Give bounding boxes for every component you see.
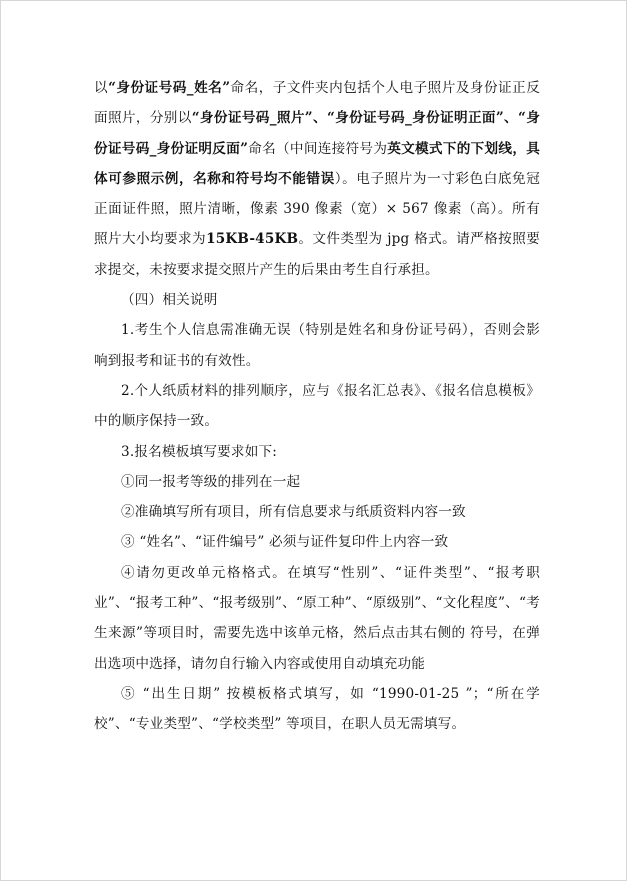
sub-item-3: ③ “姓名”、“证件编号” 必须与证件复印件上内容一致	[121, 534, 449, 551]
text-run: 命名（中间连接符号为	[248, 140, 388, 157]
sub-item-1: ①同一报考等级的排列在一起	[121, 473, 301, 490]
item-3: 3.报名模板填写要求如下:	[121, 443, 278, 460]
document-body	[94, 73, 540, 740]
item-2: 2.个人纸质材料的排列顺序，应与《报名汇总表》、《报名信息模板》中的顺序保持一致。	[94, 382, 540, 430]
sub-item-4: ④请勿更改单元格格式。在填写“性别”、“证件类型”、“报考职业”、“报考工种”、“报考级别”、“原工种”、“原级别”、“文化程度”、“考生来源”等项目时，需要先选中该单元格，然后点击其右侧的 符号，在弹出选项中选择，请勿自行输入内容或使用自动填充功能	[94, 564, 540, 672]
section-heading: （四）相关说明	[121, 292, 218, 309]
bold-run: 15KB-45KB	[206, 231, 299, 248]
text-run: 。文件类型为 jpg 格式。请严格按照要求提交，未按要求提交照片产生的后果由考生自行承担。	[94, 231, 540, 278]
text-run: ）。电子照片为一寸彩色白底免冠正面证件照，照片清晰，像素 390 像素（宽）× 567 像素（高）。所有照片大小均要求为	[94, 170, 540, 248]
bold-run: “身份证号码_姓名”	[108, 80, 231, 96]
sub-item-2: ②准确填写所有项目，所有信息要求与纸质资料内容一致	[121, 504, 466, 521]
sub-item-5: ⑤ “出生日期” 按模板格式填写，如 “1990-01-25 ”；“所在学校”、“专业类型”、“学校类型” 等项目，在职人员无需填写。	[94, 685, 540, 733]
text-run: 以	[94, 80, 109, 96]
bold-run: 英文模式下的下划线，具体可参照示例，名称和符号均不能错误	[94, 140, 541, 187]
paragraph-photo-requirements	[94, 73, 540, 285]
text-run: 命名，子文件夹内包括个人电子照片及身份证正反面照片，分别以	[94, 80, 541, 127]
bold-run: “身份证号码_照片”、“身份证号码_身份证明正面”、“身份证号码_身份证明反面”	[94, 110, 540, 157]
item-1: 1.考生个人信息需准确无误（特别是姓名和身份证号码），否则会影响到报考和证书的有效性。	[94, 322, 540, 369]
